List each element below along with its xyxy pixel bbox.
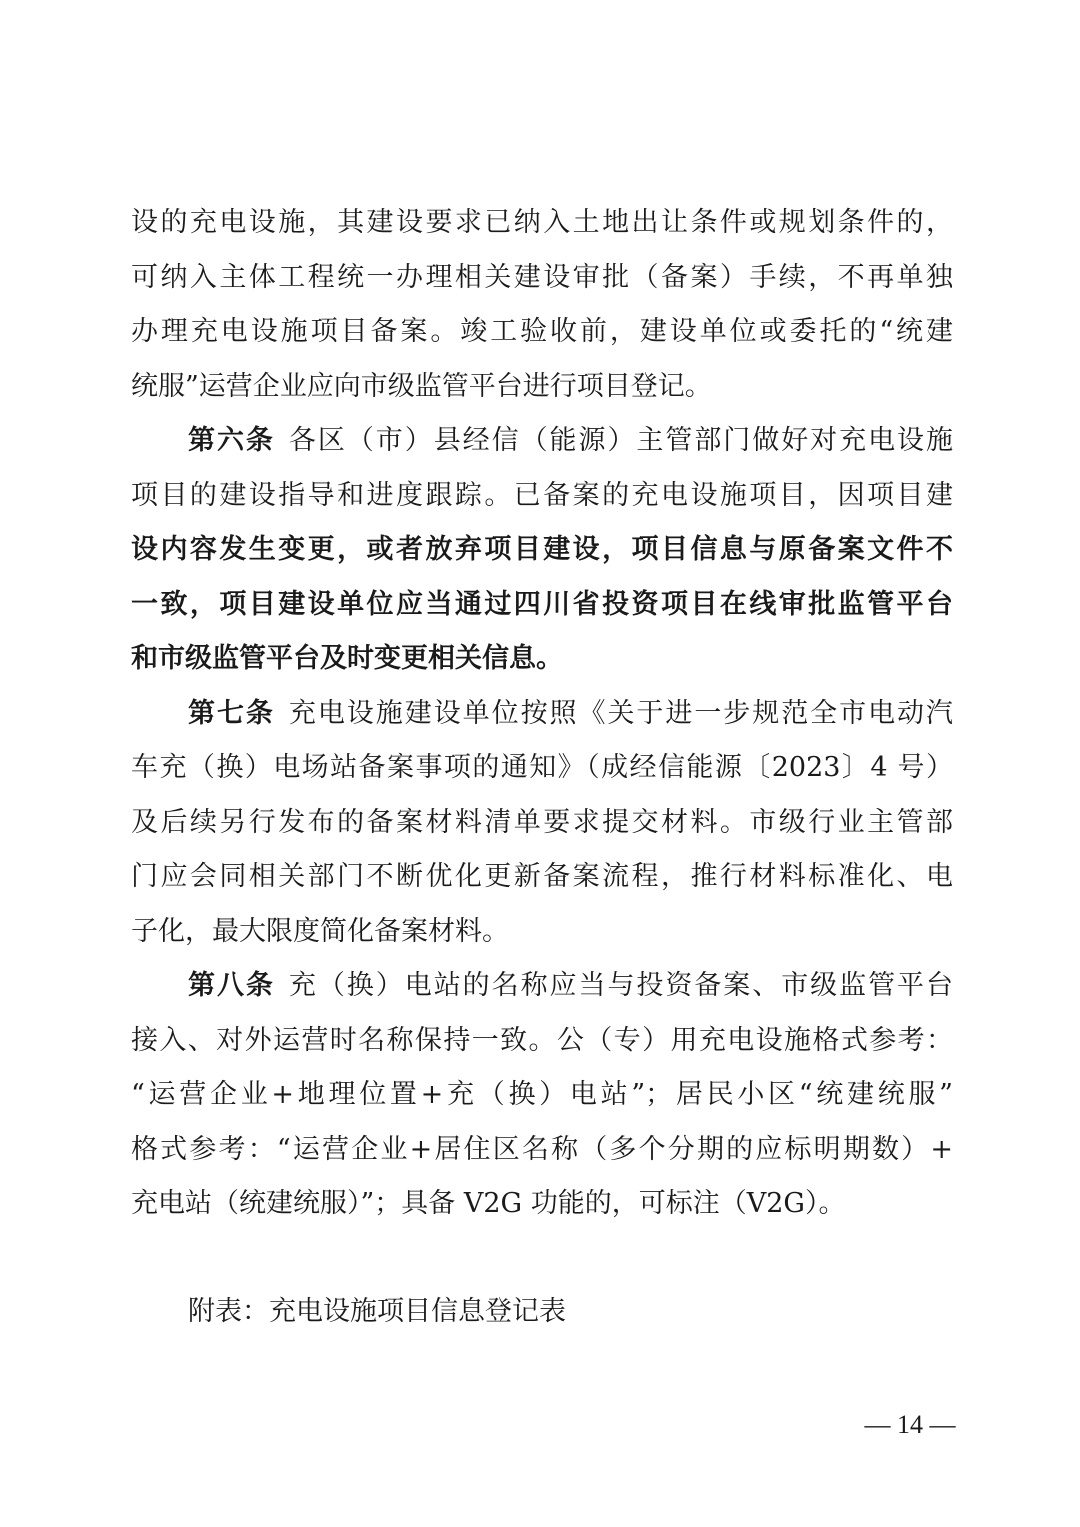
article-7-first-line	[188, 694, 953, 734]
article-8-first-text: 充（换）电站的名称应当与投资备案、市级监管平台	[288, 970, 954, 1001]
paragraph-line: 一致，项目建设单位应当通过四川省投资项目在线审批监管平台	[131, 589, 953, 620]
attachment-note: 附表：充电设施项目信息登记表	[188, 1296, 566, 1327]
paragraph-line: 和市级监管平台及时变更相关信息。	[131, 643, 563, 674]
paragraph-line: 设的充电设施，其建设要求已纳入土地出让条件或规划条件的，	[131, 207, 953, 238]
page-number: — 14 —	[864, 1410, 956, 1439]
paragraph-line: 车充（换）电场站备案事项的通知》（成经信能源〔2023〕4 号）	[131, 752, 953, 783]
paragraph-line: 充电站（统建统服）”；具备 V2G 功能的，可标注（V2G）。	[131, 1188, 846, 1219]
paragraph-line: 及后续另行发布的备案材料清单要求提交材料。市级行业主管部	[131, 807, 953, 838]
paragraph-line: 设内容发生变更，或者放弃项目建设，项目信息与原备案文件不	[131, 534, 953, 565]
paragraph-line: 办理充电设施项目备案。竣工验收前，建设单位或委托的“统建	[131, 316, 953, 347]
paragraph-line: 可纳入主体工程统一办理相关建设审批（备案）手续，不再单独	[131, 262, 953, 293]
article-8-label: 第八条	[188, 970, 275, 1001]
article-8-first-line	[188, 966, 953, 1006]
paragraph-line: 格式参考：“运营企业+居住区名称（多个分期的应标明期数）+	[131, 1134, 953, 1165]
paragraph-line: 门应会同相关部门不断优化更新备案流程，推行材料标准化、电	[131, 861, 953, 892]
article-7-label: 第七条	[188, 698, 275, 729]
article-6-label: 第六条	[188, 425, 275, 456]
article-6-first-line	[188, 421, 953, 461]
paragraph-line: 项目的建设指导和进度跟踪。已备案的充电设施项目，因项目建	[131, 480, 953, 511]
article-6-first-text: 各区（市）县经信（能源）主管部门做好对充电设施	[288, 425, 954, 456]
paragraph-line: 子化，最大限度简化备案材料。	[131, 916, 509, 947]
paragraph-line: “运营企业+地理位置+充（换）电站”；居民小区“统建统服”	[131, 1079, 953, 1110]
paragraph-line: 接入、对外运营时名称保持一致。公（专）用充电设施格式参考：	[131, 1025, 953, 1056]
article-7-first-text: 充电设施建设单位按照《关于进一步规范全市电动汽	[288, 698, 954, 729]
paragraph-line: 统服”运营企业应向市级监管平台进行项目登记。	[131, 371, 712, 402]
